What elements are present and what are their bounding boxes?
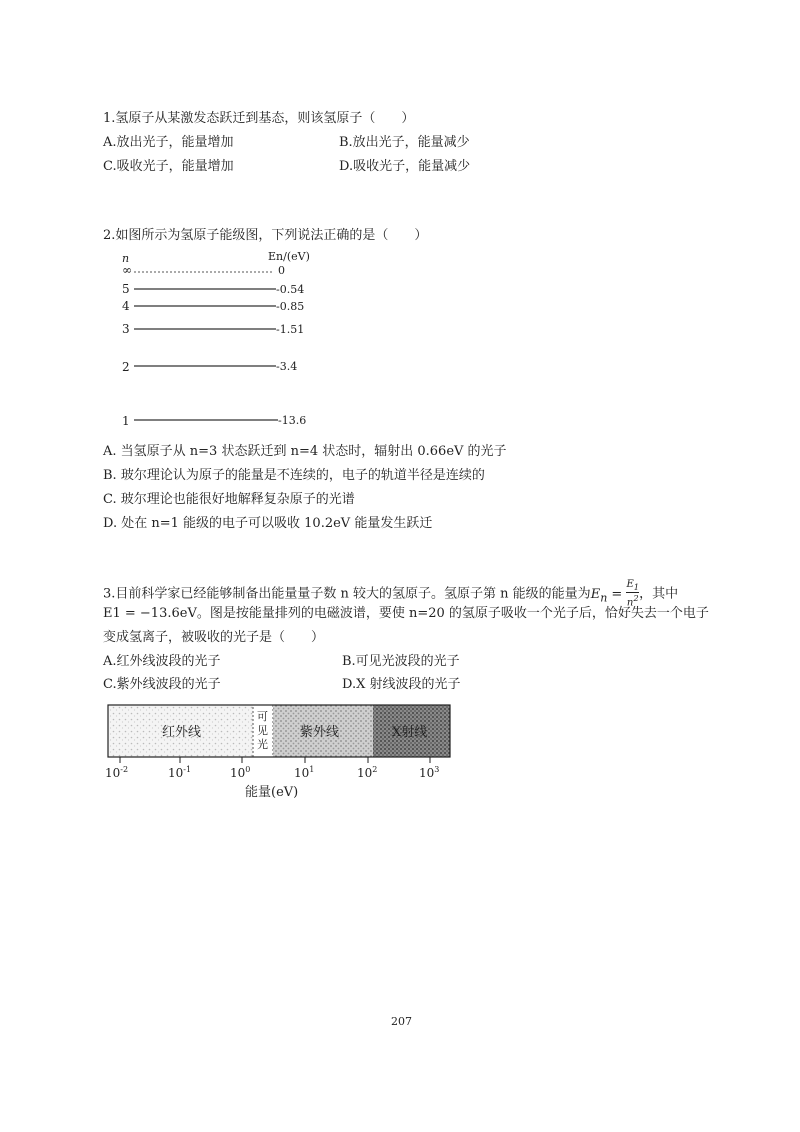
level-5 <box>122 282 304 296</box>
q2-option-c: C. 玻尔理论也能很好地解释复杂原子的光谱 <box>103 492 355 507</box>
tick-label-4: $10^1$ <box>294 765 315 780</box>
q3-line2: E1 = −13.6eV。图是按能量排列的电磁波谱，要使 n=20 的氢原子吸收一个光子后，恰好失去一个电子 <box>103 606 709 621</box>
page-number: 207 <box>391 1015 412 1028</box>
q1-option-b: B.放出光子，能量减少 <box>339 135 470 150</box>
q3-option-b: B.可见光波段的光子 <box>342 654 460 669</box>
svg-text:5: 5 <box>122 282 130 296</box>
q2-option-a: A. 当氢原子从 n=3 状态跃迁到 n=4 状态时，辐射出 0.66eV 的光子 <box>103 444 507 459</box>
level-3 <box>122 322 304 336</box>
tick-label-1: $10^{-2}$ <box>105 765 129 780</box>
label-xray: X射线 <box>392 725 428 740</box>
em-spectrum-diagram <box>100 700 460 800</box>
q3-line1 <box>103 580 678 608</box>
q3-formula: $E_n$ = $\frac{E_1}{n^2}$ <box>590 579 640 609</box>
label-visible-2: 见 <box>257 724 268 737</box>
svg-text:∞: ∞ <box>122 263 132 277</box>
svg-text:-3.4: -3.4 <box>276 360 298 373</box>
label-infrared: 红外线 <box>162 725 202 740</box>
svg-text:4: 4 <box>122 299 130 313</box>
label-ultraviolet: 紫外线 <box>300 725 340 740</box>
svg-text:3: 3 <box>122 322 130 336</box>
q2-option-d: D. 处在 n=1 能级的电子可以吸收 10.2eV 能量发生跃迁 <box>103 516 433 531</box>
svg-text:-0.85: -0.85 <box>276 300 305 313</box>
q3-line3: 变成氢离子，被吸收的光子是（ ） <box>103 630 325 645</box>
q3-option-d: D.X 射线波段的光子 <box>342 677 461 692</box>
svg-text:2: 2 <box>122 360 130 374</box>
energy-level-diagram <box>110 248 340 433</box>
level-4 <box>122 299 304 313</box>
q3-option-a: A.红外线波段的光子 <box>103 654 221 669</box>
svg-text:0: 0 <box>278 264 285 277</box>
label-visible-3: 光 <box>257 738 268 751</box>
q1-option-d: D.吸收光子，能量减少 <box>339 159 471 174</box>
level-1 <box>122 414 306 428</box>
axis-ticks <box>120 757 430 763</box>
tick-label-2: $10^{-1}$ <box>168 765 192 780</box>
q3-option-c: C.紫外线波段的光子 <box>103 677 221 692</box>
tick-label-6: $10^3$ <box>419 765 440 780</box>
q1-option-a: A.放出光子，能量增加 <box>103 135 234 150</box>
svg-text:1: 1 <box>122 414 130 428</box>
svg-text:-0.54: -0.54 <box>276 283 305 296</box>
level-2 <box>122 360 297 374</box>
svg-text:-1.51: -1.51 <box>276 323 305 336</box>
axis-label-energy: 能量(eV) <box>245 785 299 800</box>
q1-stem: 1.氢原子从某激发态跃迁到基态，则该氢原子（ ） <box>103 111 415 126</box>
n-axis-label: n <box>122 252 130 265</box>
tick-label-3: $10^0$ <box>230 765 251 780</box>
q1-option-c: C.吸收光子，能量增加 <box>103 159 234 174</box>
energy-axis-label: En/(eV) <box>268 250 310 263</box>
svg-text:-13.6: -13.6 <box>278 414 307 427</box>
q2-stem: 2.如图所示为氢原子能级图，下列说法正确的是（ ） <box>103 228 428 243</box>
q3-line1-tail: ，其中 <box>639 586 679 602</box>
tick-label-5: $10^2$ <box>357 765 378 780</box>
level-inf <box>122 263 285 277</box>
label-visible-1: 可 <box>257 710 268 723</box>
q3-line1-text: 3.目前科学家已经能够制备出能量量子数 n 较大的氢原子。氢原子第 n 能级的能量为 <box>103 586 591 602</box>
q2-option-b: B. 玻尔理论认为原子的能量是不连续的，电子的轨道半径是连续的 <box>103 468 485 483</box>
